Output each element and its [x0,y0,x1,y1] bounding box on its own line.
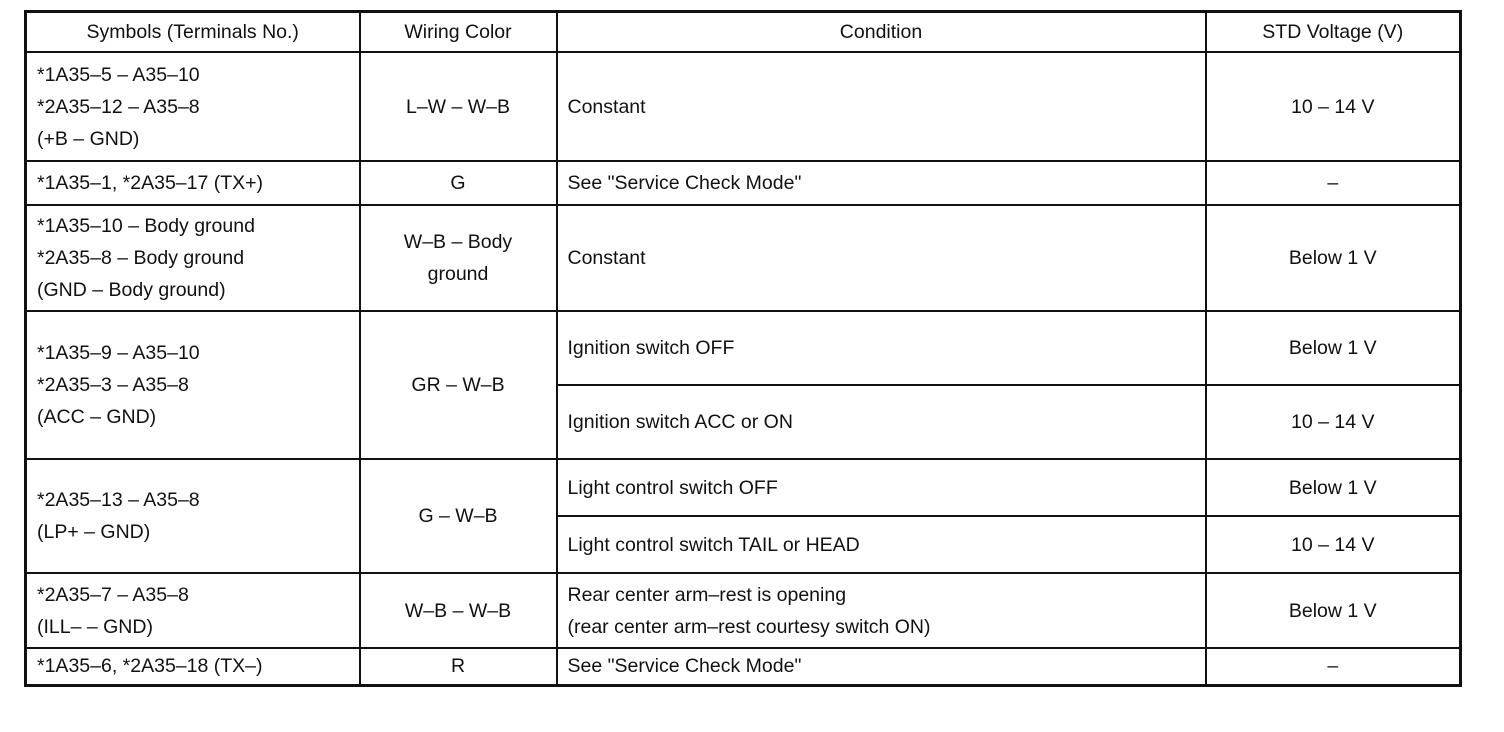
header-wiring-color: Wiring Color [360,12,557,53]
cell-std-voltage: Below 1 V [1206,311,1461,385]
cell-symbols [26,52,360,161]
cell-wiring-color [360,52,557,161]
terminal-voltage-table [24,10,1462,687]
cell-line: *2A35–12 – A35–8 [37,95,200,118]
cell-std-voltage: 10 – 14 V [1206,52,1461,161]
cell-symbols [26,311,360,459]
cell-line: See "Service Check Mode" [567,655,802,678]
cell-line: *1A35–10 – Body ground [37,215,255,237]
cell-condition [557,52,1206,161]
cell-condition [557,161,1206,205]
cell-line: R [450,655,466,678]
cell-line: ground [427,263,489,285]
cell-condition [557,385,1206,459]
cell-wiring-color [360,205,557,311]
cell-std-voltage: 10 – 14 V [1206,385,1461,459]
cell-line: (ACC – GND) [37,406,157,428]
cell-condition [557,459,1206,516]
cell-line: Light control switch OFF [567,476,778,499]
cell-line: (GND – Body ground) [37,279,226,301]
cell-line: Rear center arm–rest is opening [567,583,847,606]
cell-std-voltage: Below 1 V [1206,205,1461,311]
cell-line: W–B – W–B [404,599,512,622]
cell-std-voltage: – [1206,648,1461,685]
table-row [26,52,1461,161]
cell-wiring-color [360,161,557,205]
cell-line: (rear center arm–rest courtesy switch ON) [567,615,931,638]
cell-line: GR – W–B [411,374,505,396]
cell-line: *2A35–13 – A35–8 [37,489,200,511]
cell-condition [557,648,1206,685]
cell-line: *1A35–9 – A35–10 [37,342,200,364]
cell-line: See "Service Check Mode" [567,172,802,194]
cell-line: *2A35–3 – A35–8 [37,374,189,396]
table-row [26,459,1461,516]
cell-condition [557,205,1206,311]
cell-line: (+B – GND) [37,127,140,150]
cell-std-voltage: Below 1 V [1206,573,1461,648]
cell-line: Ignition switch ACC or ON [567,411,793,433]
cell-line: Ignition switch OFF [567,337,735,359]
cell-line: G – W–B [418,505,498,527]
cell-line: L–W – W–B [405,95,511,118]
header-condition: Condition [557,12,1206,53]
table-row [26,205,1461,311]
cell-wiring-color [360,573,557,648]
cell-condition [557,573,1206,648]
cell-line: (LP+ – GND) [37,521,151,543]
header-row [26,12,1461,53]
cell-line: *2A35–7 – A35–8 [37,583,189,606]
cell-symbols [26,459,360,573]
cell-line: W–B – Body [403,231,513,253]
cell-std-voltage: 10 – 14 V [1206,516,1461,573]
cell-condition [557,516,1206,573]
cell-symbols [26,205,360,311]
cell-line: Constant [567,247,646,269]
cell-condition [557,311,1206,385]
cell-std-voltage: – [1206,161,1461,205]
cell-wiring-color [360,311,557,459]
header-std-voltage: STD Voltage (V) [1206,12,1461,53]
cell-symbols [26,573,360,648]
cell-line: Constant [567,95,646,118]
cell-line: (ILL– – GND) [37,615,153,638]
cell-line: G [450,172,466,194]
cell-line: *1A35–1, *2A35–17 (TX+) [37,172,264,194]
table-row [26,161,1461,205]
table-body [26,52,1461,685]
cell-std-voltage: Below 1 V [1206,459,1461,516]
table-row [26,648,1461,685]
cell-wiring-color [360,459,557,573]
cell-line: *2A35–8 – Body ground [37,247,245,269]
table-row [26,311,1461,385]
cell-line: *1A35–6, *2A35–18 (TX–) [37,655,263,678]
table-row [26,573,1461,648]
cell-symbols [26,161,360,205]
cell-line: *1A35–5 – A35–10 [37,63,200,86]
cell-line: Light control switch TAIL or HEAD [567,533,860,556]
header-symbols: Symbols (Terminals No.) [26,12,360,53]
cell-symbols [26,648,360,685]
cell-wiring-color [360,648,557,685]
